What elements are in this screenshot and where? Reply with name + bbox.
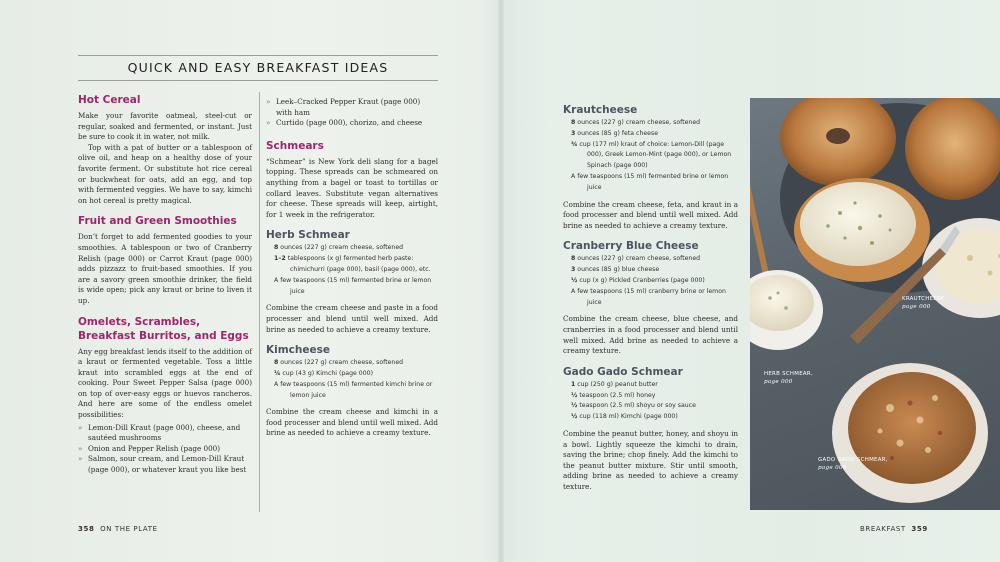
- krautcheese-ingredients: [563, 118, 738, 194]
- schmears-heading: Schmears: [266, 139, 324, 152]
- kimcheese-heading: Kimcheese: [266, 344, 330, 357]
- ingredient: ¾ cup (177 ml) kraut of choice: Lemon-Dill (page 000), Greek Lemon-Mint (page 000), or Lemon Spinach (page 000): [571, 140, 732, 170]
- hot-cereal-heading: Hot Cereal: [78, 94, 141, 106]
- ingredient: ½ cup (118 ml) Kimchi (page 000): [571, 413, 678, 421]
- footer-right: [860, 525, 928, 533]
- right-column: [563, 103, 738, 500]
- hot-cereal-paragraph-2: Top with a pat of butter or a tablespoon of olive oil, and heap on a healthy dose of your favorite ferment. Or substitute hot rice cereal or buckwheat for oats, add an egg, and top with fermented veggies. We have to say, kimchi on hot cereal is pretty magical.: [78, 142, 252, 205]
- ingredient: A few teaspoons (15 ml) fermented brine or lemon juice: [274, 276, 432, 295]
- list-item: » Lemon-Dill Kraut (page 000), cheese, and sautéed mushrooms: [78, 422, 241, 443]
- ingredient: ½ teaspoon (2.5 ml) shoyu or soy sauce: [571, 402, 696, 410]
- herb-schmear-method: Combine the cream cheese and paste in a food processer and blend until well mixed. Add brine as needed to achieve a creamy texture.: [266, 303, 438, 334]
- ingredient: A few teaspoons (15 ml) cranberry brine or lemon juice: [571, 287, 726, 306]
- gado-gado-ingredients: [563, 380, 738, 423]
- krautcheese-heading: Krautcheese: [563, 104, 638, 116]
- fruit-smoothies-heading: Fruit and Green Smoothies: [78, 215, 237, 228]
- title-rule-top: [78, 55, 438, 56]
- ingredient: ½ teaspoon (2.5 ml) honey: [571, 391, 656, 399]
- schmear-illustration: [750, 98, 1000, 510]
- middle-column: [266, 97, 438, 447]
- ingredient: 1 cup (250 g) peanut butter: [571, 380, 658, 388]
- list-item: » Leek–Cracked Pepper Kraut (page 000) with ham: [266, 97, 421, 117]
- ingredient: 1–2 tablespoons (x g) fermented herb paste: chimichurri (page 000), basil (page 000), etc.: [274, 255, 431, 273]
- ingredient: 8 ounces (227 g) cream cheese, softened: [571, 255, 701, 263]
- gado-gado-caption: GADO GADO SCHMEAR, page 000: [818, 457, 888, 471]
- herb-schmear-ingredients: [266, 243, 438, 297]
- schmears-paragraph: “Schmear” is New York deli slang for a bagel topping. These spreads can be schmeared on anything from a bagel or toast to tortillas or collard leaves. Substitute vegan alternatives for cheese. These spreads will keep, airtight, for 1 week in the refrigerator.: [266, 156, 438, 219]
- kimcheese-method: Combine the cream cheese and kimchi in a food processer and blend until well mixed. Add brine as needed to achieve a creamy texture.: [266, 407, 438, 438]
- list-item: » Onion and Pepper Relish (page 000): [78, 443, 221, 453]
- footer-left: [78, 525, 158, 533]
- krautcheese-method: Combine the cream cheese, feta, and kraut in a food processer and blend until well mixed. Add brine as needed to achieve a creamy texture.: [563, 199, 738, 230]
- ingredient: ¼ cup (43 g) Kimchi (page 000): [274, 369, 374, 377]
- ingredient: 8 ounces (227 g) cream cheese, softened: [571, 119, 701, 126]
- running-head-right: BREAKFAST: [860, 525, 906, 533]
- omelet-bullet-list: [78, 423, 252, 476]
- gado-gado-heading: Gado Gado Schmear: [563, 365, 683, 378]
- column-divider: [259, 92, 260, 512]
- ingredient: 3 ounces (85 g) blue cheese: [571, 266, 660, 274]
- herb-schmear-heading: Herb Schmear: [266, 229, 350, 242]
- ingredient: A few teaspoons (15 ml) fermented brine or lemon juice: [571, 172, 729, 191]
- page-gutter: [498, 0, 504, 562]
- cranberry-blue-cheese-heading: Cranberry Blue Cheese: [563, 240, 699, 253]
- ingredient: 8 ounces (227 g) cream cheese, softened: [274, 244, 404, 252]
- list-item: » Curtido (page 000), chorizo, and cheese: [266, 118, 423, 128]
- ingredient: 3 ounces (85 g) feta cheese: [571, 129, 659, 137]
- omelets-paragraph: Any egg breakfast lends itself to the addition of a kraut or fermented vegetable. Toss a little kraut into scrambled eggs at the end of cooking. Pour Sweet Pepper Salsa (page 000) on top of over-easy eggs or huevos rancheros. And here are some of the endless omelet possibilities:: [78, 346, 252, 420]
- kimcheese-ingredients: [266, 358, 438, 401]
- omelet-bullet-list-continued: [266, 97, 438, 129]
- left-column: [78, 93, 252, 484]
- ingredient: 8 ounces (227 g) cream cheese, softened: [274, 359, 404, 367]
- fruit-smoothies-paragraph: Don’t forget to add fermented goodies to your smoothies. A tablespoon or two of Cranberry Relish (page 000) or Carrot Kraut (page 000) adds pizzazz to fruit-based smoothies. If you are a savory green smoothie drinker, the field is wide open; pick any kraut or brine to liven it up.: [78, 232, 252, 305]
- section-title: QUICK AND EASY BREAKFAST IDEAS: [127, 60, 389, 75]
- page-number-right: 359: [911, 525, 928, 533]
- hot-cereal-paragraph-1: Make your favorite oatmeal, steel-cut or regular, soaked and fermented, or instant. Just be sure to cook it in water, not milk.: [78, 111, 252, 142]
- schmear-photo: [750, 98, 1000, 510]
- title-rule-bottom: [78, 80, 438, 81]
- herb-schmear-caption: HERB SCHMEAR, page 000: [764, 371, 813, 385]
- omelets-heading: Omelets, Scrambles, Breakfast Burritos, and Eggs: [78, 315, 249, 342]
- ingredient: ½ cup (x g) Pickled Cranberries (page 000): [571, 276, 705, 284]
- cranberry-blue-cheese-method: Combine the cream cheese, blue cheese, and cranberries in a food processer and blend until well mixed. Add brine as needed to achieve a creamy texture.: [563, 314, 738, 356]
- gado-gado-method: Combine the peanut butter, honey, and shoyu in a bowl. Lightly squeeze the kimchi to drain, saving the brine; chop finely. Add the kimchi to the peanut butter mixture. Stir until smooth, adding brine as needed to achieve a creamy texture.: [563, 428, 738, 491]
- ingredient: A few teaspoons (15 ml) fermented kimchi brine or lemon juice: [274, 380, 433, 399]
- page-number-left: 358: [78, 525, 95, 533]
- cranberry-blue-cheese-ingredients: [563, 254, 738, 308]
- running-head-left: ON THE PLATE: [100, 525, 158, 533]
- krautcheese-caption: KRAUTCHEESE, page 000: [902, 296, 947, 310]
- list-item: » Salmon, sour cream, and Lemon-Dill Kraut (page 000), or whatever kraut you like best: [78, 454, 247, 475]
